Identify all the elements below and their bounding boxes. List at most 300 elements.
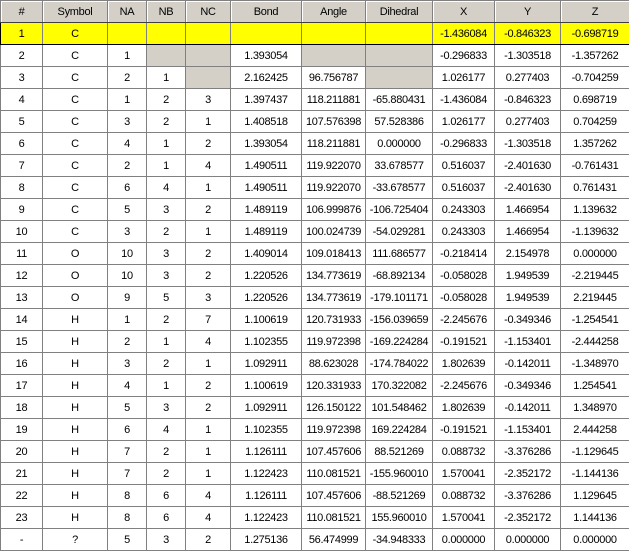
table-cell-x[interactable]: 0.516037 [433,177,495,199]
table-cell-dihedral[interactable]: -54.029281 [366,221,433,243]
table-cell-na[interactable]: 3 [108,221,147,243]
table-cell-na[interactable]: 6 [108,177,147,199]
table-cell-bond[interactable]: 1.393054 [231,133,302,155]
table-cell-nb[interactable]: 2 [147,221,186,243]
table-cell-nc[interactable]: 1 [186,353,231,375]
table-cell-z[interactable]: 1.357262 [561,133,629,155]
table-cell-symbol[interactable]: H [43,353,108,375]
table-cell-num[interactable]: 2 [1,45,43,67]
column-header-symbol: Symbol [43,1,108,23]
table-cell-symbol[interactable]: C [43,155,108,177]
table-cell-y[interactable]: 1.949539 [495,287,561,309]
table-cell-x[interactable]: 0.243303 [433,199,495,221]
header-row [1,1,629,23]
table-cell-bond[interactable]: 2.162425 [231,67,302,89]
table-cell-z[interactable]: -1.129645 [561,441,629,463]
table-cell-z[interactable]: 1.144136 [561,507,629,529]
table-cell-symbol[interactable]: H [43,419,108,441]
table-cell-dihedral[interactable]: 111.686577 [366,243,433,265]
table-cell-angle[interactable]: 96.756787 [302,67,366,89]
table-cell-num[interactable]: 4 [1,89,43,111]
table-cell-symbol[interactable]: C [43,221,108,243]
table-cell-z[interactable]: 0.704259 [561,111,629,133]
table-cell-angle[interactable]: 109.018413 [302,243,366,265]
table-cell-nc[interactable]: 2 [186,529,231,551]
table-cell-dihedral[interactable]: 170.322082 [366,375,433,397]
table-row[interactable] [1,111,629,133]
table-cell-nc[interactable] [186,23,231,45]
table-cell-nc[interactable]: 3 [186,287,231,309]
table-cell-symbol[interactable]: H [43,441,108,463]
table-cell-angle[interactable]: 119.972398 [302,419,366,441]
table-cell-dihedral[interactable]: 169.224284 [366,419,433,441]
table-cell-z[interactable]: 1.348970 [561,397,629,419]
table-row[interactable] [1,89,629,111]
column-header-nb: NB [147,1,186,23]
table-cell-dihedral[interactable]: 88.521269 [366,441,433,463]
table-cell-angle[interactable] [302,23,366,45]
table-cell-na[interactable]: 2 [108,67,147,89]
table-cell-x[interactable]: 1.026177 [433,67,495,89]
table-cell-x[interactable]: 1.570041 [433,463,495,485]
table-cell-y[interactable]: -1.153401 [495,331,561,353]
table-cell-z[interactable]: -0.761431 [561,155,629,177]
table-row[interactable] [1,221,629,243]
column-header-num: # [1,1,43,23]
table-cell-nc[interactable]: 1 [186,177,231,199]
table-cell-angle[interactable]: 118.211881 [302,133,366,155]
table-cell-y[interactable]: -1.303518 [495,45,561,67]
table-cell-y[interactable]: -0.349346 [495,309,561,331]
table-cell-nc[interactable]: 1 [186,419,231,441]
table-cell-nc[interactable]: 1 [186,111,231,133]
table-cell-symbol[interactable]: O [43,287,108,309]
table-cell-nc[interactable]: 2 [186,375,231,397]
table-cell-x[interactable]: -0.296833 [433,45,495,67]
table-cell-y[interactable]: -0.349346 [495,375,561,397]
table-cell-x[interactable]: -1.436084 [433,89,495,111]
table-cell-num[interactable]: 14 [1,309,43,331]
table-cell-bond[interactable]: 1.489119 [231,199,302,221]
table-cell-nb[interactable]: 2 [147,353,186,375]
table-row[interactable] [1,309,629,331]
table-cell-x[interactable]: 1.802639 [433,353,495,375]
table-cell-dihedral[interactable]: -179.101171 [366,287,433,309]
table-cell-nb[interactable]: 3 [147,529,186,551]
table-cell-nb[interactable]: 2 [147,463,186,485]
table-cell-dihedral[interactable]: -169.224284 [366,331,433,353]
table-cell-nc[interactable] [186,67,231,89]
table-row[interactable] [1,419,629,441]
table-cell-z[interactable]: 0.000000 [561,529,629,551]
table-row[interactable] [1,23,629,45]
table-cell-symbol[interactable]: H [43,331,108,353]
table-cell-symbol[interactable]: C [43,67,108,89]
table-cell-num[interactable]: 15 [1,331,43,353]
table-cell-dihedral[interactable]: -88.521269 [366,485,433,507]
table-cell-nc[interactable] [186,45,231,67]
column-header-angle: Angle [302,1,366,23]
table-cell-num[interactable]: 23 [1,507,43,529]
column-header-dihedral: Dihedral [366,1,433,23]
table-cell-na[interactable] [108,23,147,45]
table-cell-z[interactable]: -2.444258 [561,331,629,353]
table-cell-nb[interactable]: 1 [147,331,186,353]
table-cell-y[interactable]: 1.949539 [495,265,561,287]
table-cell-angle[interactable]: 119.922070 [302,177,366,199]
table-cell-dihedral[interactable] [366,23,433,45]
table-row[interactable] [1,331,629,353]
table-cell-nb[interactable]: 2 [147,111,186,133]
table-cell-na[interactable]: 7 [108,441,147,463]
table-cell-dihedral[interactable]: 57.528386 [366,111,433,133]
table-cell-nc[interactable]: 7 [186,309,231,331]
table-cell-z[interactable]: -0.698719 [561,23,629,45]
table-cell-nc[interactable]: 2 [186,243,231,265]
table-cell-nb[interactable]: 5 [147,287,186,309]
table-cell-na[interactable]: 4 [108,375,147,397]
table-cell-angle[interactable]: 134.773619 [302,287,366,309]
table-cell-symbol[interactable]: C [43,199,108,221]
table-row[interactable] [1,243,629,265]
table-row[interactable] [1,441,629,463]
table-cell-x[interactable]: 1.570041 [433,507,495,529]
table-cell-symbol[interactable]: C [43,89,108,111]
table-cell-bond[interactable]: 1.126111 [231,485,302,507]
table-row[interactable] [1,287,629,309]
table-cell-y[interactable]: -0.846323 [495,89,561,111]
table-cell-symbol[interactable]: H [43,485,108,507]
table-cell-num[interactable]: 6 [1,133,43,155]
table-cell-bond[interactable]: 1.220526 [231,265,302,287]
table-row[interactable] [1,45,629,67]
table-cell-num[interactable]: 17 [1,375,43,397]
table-row[interactable] [1,507,629,529]
table-cell-symbol[interactable]: H [43,397,108,419]
column-header-z: Z [561,1,629,23]
table-cell-x[interactable]: -0.191521 [433,331,495,353]
table-cell-nb[interactable]: 3 [147,397,186,419]
table-cell-num[interactable]: 10 [1,221,43,243]
table-cell-x[interactable]: 0.088732 [433,441,495,463]
table-cell-nb[interactable] [147,45,186,67]
table-cell-na[interactable]: 1 [108,89,147,111]
table-cell-dihedral[interactable]: -68.892134 [366,265,433,287]
table-cell-x[interactable]: -2.245676 [433,375,495,397]
table-cell-y[interactable]: 0.277403 [495,111,561,133]
table-cell-na[interactable]: 9 [108,287,147,309]
table-cell-dihedral[interactable]: -156.039659 [366,309,433,331]
table-cell-nc[interactable]: 2 [186,397,231,419]
table-cell-y[interactable]: 2.154978 [495,243,561,265]
table-cell-na[interactable]: 3 [108,353,147,375]
table-cell-na[interactable]: 5 [108,529,147,551]
table-cell-symbol[interactable]: C [43,111,108,133]
table-cell-nb[interactable]: 2 [147,309,186,331]
table-cell-num[interactable]: 22 [1,485,43,507]
table-cell-bond[interactable]: 1.409014 [231,243,302,265]
table-cell-nb[interactable]: 2 [147,89,186,111]
table-cell-dihedral[interactable]: 33.678577 [366,155,433,177]
table-cell-nc[interactable]: 4 [186,485,231,507]
table-cell-num[interactable]: 12 [1,265,43,287]
table-cell-z[interactable]: -1.139632 [561,221,629,243]
table-cell-na[interactable]: 5 [108,199,147,221]
table-cell-z[interactable]: -1.144136 [561,463,629,485]
table-cell-bond[interactable]: 1.490511 [231,177,302,199]
table-row[interactable] [1,265,629,287]
table-cell-dihedral[interactable]: 155.960010 [366,507,433,529]
table-cell-dihedral[interactable] [366,67,433,89]
table-cell-x[interactable]: -0.218414 [433,243,495,265]
table-cell-angle[interactable]: 100.024739 [302,221,366,243]
table-row[interactable] [1,397,629,419]
table-cell-na[interactable]: 1 [108,45,147,67]
table-cell-symbol[interactable]: ? [43,529,108,551]
table-cell-z[interactable]: 1.129645 [561,485,629,507]
table-cell-bond[interactable]: 1.489119 [231,221,302,243]
table-cell-z[interactable]: 2.219445 [561,287,629,309]
table-row[interactable] [1,199,629,221]
table-row[interactable] [1,67,629,89]
table-cell-nc[interactable]: 1 [186,441,231,463]
column-header-na: NA [108,1,147,23]
table-cell-symbol[interactable]: C [43,133,108,155]
table-cell-num[interactable]: 18 [1,397,43,419]
table-cell-bond[interactable]: 1.490511 [231,155,302,177]
table-cell-y[interactable]: 1.466954 [495,199,561,221]
table-cell-z[interactable]: -1.254541 [561,309,629,331]
table-cell-x[interactable]: 0.000000 [433,529,495,551]
table-cell-symbol[interactable]: C [43,45,108,67]
table-cell-angle[interactable]: 107.457606 [302,441,366,463]
table-cell-x[interactable]: -2.245676 [433,309,495,331]
table-cell-na[interactable]: 8 [108,485,147,507]
table-cell-angle[interactable]: 56.474999 [302,529,366,551]
table-cell-nc[interactable]: 4 [186,155,231,177]
table-cell-dihedral[interactable]: -174.784022 [366,353,433,375]
table-body [1,23,629,551]
table-cell-angle[interactable]: 119.922070 [302,155,366,177]
table-cell-angle[interactable]: 106.999876 [302,199,366,221]
table-cell-nb[interactable]: 3 [147,199,186,221]
table-cell-num[interactable]: 19 [1,419,43,441]
table-cell-num[interactable]: 1 [1,23,43,45]
table-cell-symbol[interactable]: H [43,463,108,485]
table-cell-y[interactable]: -1.303518 [495,133,561,155]
table-cell-bond[interactable]: 1.397437 [231,89,302,111]
table-row[interactable] [1,463,629,485]
table-cell-dihedral[interactable] [366,45,433,67]
table-cell-bond[interactable]: 1.100619 [231,309,302,331]
table-row[interactable] [1,177,629,199]
table-cell-y[interactable]: -2.401630 [495,177,561,199]
table-cell-dihedral[interactable]: 101.548462 [366,397,433,419]
table-cell-dihedral[interactable]: -33.678577 [366,177,433,199]
table-cell-nb[interactable]: 6 [147,485,186,507]
table-cell-dihedral[interactable]: -106.725404 [366,199,433,221]
table-cell-nb[interactable] [147,23,186,45]
table-cell-num[interactable]: 16 [1,353,43,375]
table-cell-nb[interactable]: 6 [147,507,186,529]
table-cell-angle[interactable]: 120.731933 [302,309,366,331]
table-cell-num[interactable]: 21 [1,463,43,485]
table-cell-angle[interactable]: 88.623028 [302,353,366,375]
table-cell-na[interactable]: 2 [108,331,147,353]
table-cell-nc[interactable]: 3 [186,89,231,111]
table-cell-nb[interactable]: 4 [147,419,186,441]
table-cell-symbol[interactable]: C [43,23,108,45]
table-cell-dihedral[interactable]: -65.880431 [366,89,433,111]
table-cell-symbol[interactable]: H [43,507,108,529]
table-cell-x[interactable]: -0.058028 [433,287,495,309]
table-cell-na[interactable]: 5 [108,397,147,419]
table-cell-angle[interactable]: 126.150122 [302,397,366,419]
table-cell-nb[interactable]: 1 [147,155,186,177]
table-cell-nc[interactable]: 1 [186,463,231,485]
table-cell-dihedral[interactable]: 0.000000 [366,133,433,155]
table-cell-x[interactable]: 0.088732 [433,485,495,507]
table-cell-x[interactable]: 1.026177 [433,111,495,133]
table-row[interactable] [1,155,629,177]
table-cell-bond[interactable]: 1.092911 [231,353,302,375]
table-cell-bond[interactable]: 1.102355 [231,331,302,353]
table-cell-y[interactable]: -2.352172 [495,507,561,529]
table-cell-nc[interactable]: 2 [186,133,231,155]
table-cell-num[interactable]: 5 [1,111,43,133]
table-cell-symbol[interactable]: C [43,177,108,199]
table-cell-x[interactable]: -0.058028 [433,265,495,287]
table-cell-na[interactable]: 10 [108,243,147,265]
table-cell-bond[interactable]: 1.092911 [231,397,302,419]
table-row[interactable] [1,485,629,507]
table-cell-y[interactable]: -0.846323 [495,23,561,45]
table-cell-nc[interactable]: 1 [186,221,231,243]
table-cell-num[interactable]: 3 [1,67,43,89]
table-cell-bond[interactable]: 1.408518 [231,111,302,133]
table-cell-y[interactable]: -2.401630 [495,155,561,177]
table-cell-angle[interactable]: 107.576398 [302,111,366,133]
table-cell-y[interactable]: -0.142011 [495,353,561,375]
table-cell-num[interactable]: 20 [1,441,43,463]
table-cell-num[interactable]: 11 [1,243,43,265]
column-header-bond: Bond [231,1,302,23]
table-cell-z[interactable]: 0.698719 [561,89,629,111]
table-cell-z[interactable]: -1.348970 [561,353,629,375]
table-cell-y[interactable]: 0.000000 [495,529,561,551]
table-cell-na[interactable]: 7 [108,463,147,485]
table-cell-nc[interactable]: 2 [186,199,231,221]
table-cell-bond[interactable] [231,23,302,45]
table-cell-bond[interactable]: 1.122423 [231,463,302,485]
table-cell-y[interactable]: 0.277403 [495,67,561,89]
table-cell-symbol[interactable]: H [43,309,108,331]
table-cell-bond[interactable]: 1.220526 [231,287,302,309]
table-cell-x[interactable]: -1.436084 [433,23,495,45]
table-cell-nb[interactable]: 1 [147,133,186,155]
table-cell-angle[interactable] [302,45,366,67]
table-cell-na[interactable]: 6 [108,419,147,441]
table-cell-na[interactable]: 1 [108,309,147,331]
table-row[interactable] [1,133,629,155]
table-cell-angle[interactable]: 118.211881 [302,89,366,111]
table-cell-nb[interactable]: 3 [147,265,186,287]
table-cell-bond[interactable]: 1.126111 [231,441,302,463]
table-cell-angle[interactable]: 119.972398 [302,331,366,353]
table-cell-y[interactable]: -3.376286 [495,441,561,463]
table-cell-z[interactable]: -1.357262 [561,45,629,67]
table-cell-num[interactable]: 9 [1,199,43,221]
table-cell-y[interactable]: -3.376286 [495,485,561,507]
table-cell-symbol[interactable]: O [43,243,108,265]
table-cell-bond[interactable]: 1.100619 [231,375,302,397]
table-cell-y[interactable]: -2.352172 [495,463,561,485]
table-cell-symbol[interactable]: H [43,375,108,397]
table-cell-nb[interactable]: 1 [147,375,186,397]
column-header-x: X [433,1,495,23]
table-cell-z[interactable]: 0.761431 [561,177,629,199]
table-cell-num[interactable]: 8 [1,177,43,199]
table-cell-x[interactable]: 1.802639 [433,397,495,419]
table-cell-y[interactable]: -0.142011 [495,397,561,419]
table-cell-bond[interactable]: 1.275136 [231,529,302,551]
table-cell-bond[interactable]: 1.122423 [231,507,302,529]
table-cell-y[interactable]: -1.153401 [495,419,561,441]
table-cell-nc[interactable]: 4 [186,331,231,353]
table-cell-dihedral[interactable]: -34.948333 [366,529,433,551]
table-cell-nc[interactable]: 4 [186,507,231,529]
table-cell-x[interactable]: 0.243303 [433,221,495,243]
table-cell-bond[interactable]: 1.393054 [231,45,302,67]
table-cell-dihedral[interactable]: -155.960010 [366,463,433,485]
table-cell-na[interactable]: 8 [108,507,147,529]
table-cell-num[interactable]: 13 [1,287,43,309]
table-row[interactable] [1,353,629,375]
table-cell-na[interactable]: 2 [108,155,147,177]
table-cell-z[interactable]: 1.254541 [561,375,629,397]
table-cell-bond[interactable]: 1.102355 [231,419,302,441]
table-cell-z[interactable]: 2.444258 [561,419,629,441]
table-row[interactable] [1,529,629,551]
table-cell-nb[interactable]: 2 [147,441,186,463]
column-header-nc: NC [186,1,231,23]
table-cell-z[interactable]: 1.139632 [561,199,629,221]
table-cell-num[interactable]: 7 [1,155,43,177]
table-cell-nb[interactable]: 4 [147,177,186,199]
table-cell-symbol[interactable]: O [43,265,108,287]
table-cell-x[interactable]: -0.191521 [433,419,495,441]
table-cell-angle[interactable]: 107.457606 [302,485,366,507]
table-cell-angle[interactable]: 120.331933 [302,375,366,397]
table-cell-num[interactable]: - [1,529,43,551]
table-row[interactable] [1,375,629,397]
table-cell-angle[interactable]: 134.773619 [302,265,366,287]
table-cell-angle[interactable]: 110.081521 [302,507,366,529]
table-cell-angle[interactable]: 110.081521 [302,463,366,485]
table-cell-nb[interactable]: 1 [147,67,186,89]
table-cell-x[interactable]: -0.296833 [433,133,495,155]
table-cell-z[interactable]: -2.219445 [561,265,629,287]
table-cell-na[interactable]: 4 [108,133,147,155]
table-cell-nc[interactable]: 2 [186,265,231,287]
table-cell-nb[interactable]: 3 [147,243,186,265]
table-cell-na[interactable]: 3 [108,111,147,133]
table-cell-y[interactable]: 1.466954 [495,221,561,243]
table-cell-z[interactable]: 0.000000 [561,243,629,265]
table-cell-z[interactable]: -0.704259 [561,67,629,89]
table-cell-na[interactable]: 10 [108,265,147,287]
table-cell-x[interactable]: 0.516037 [433,155,495,177]
